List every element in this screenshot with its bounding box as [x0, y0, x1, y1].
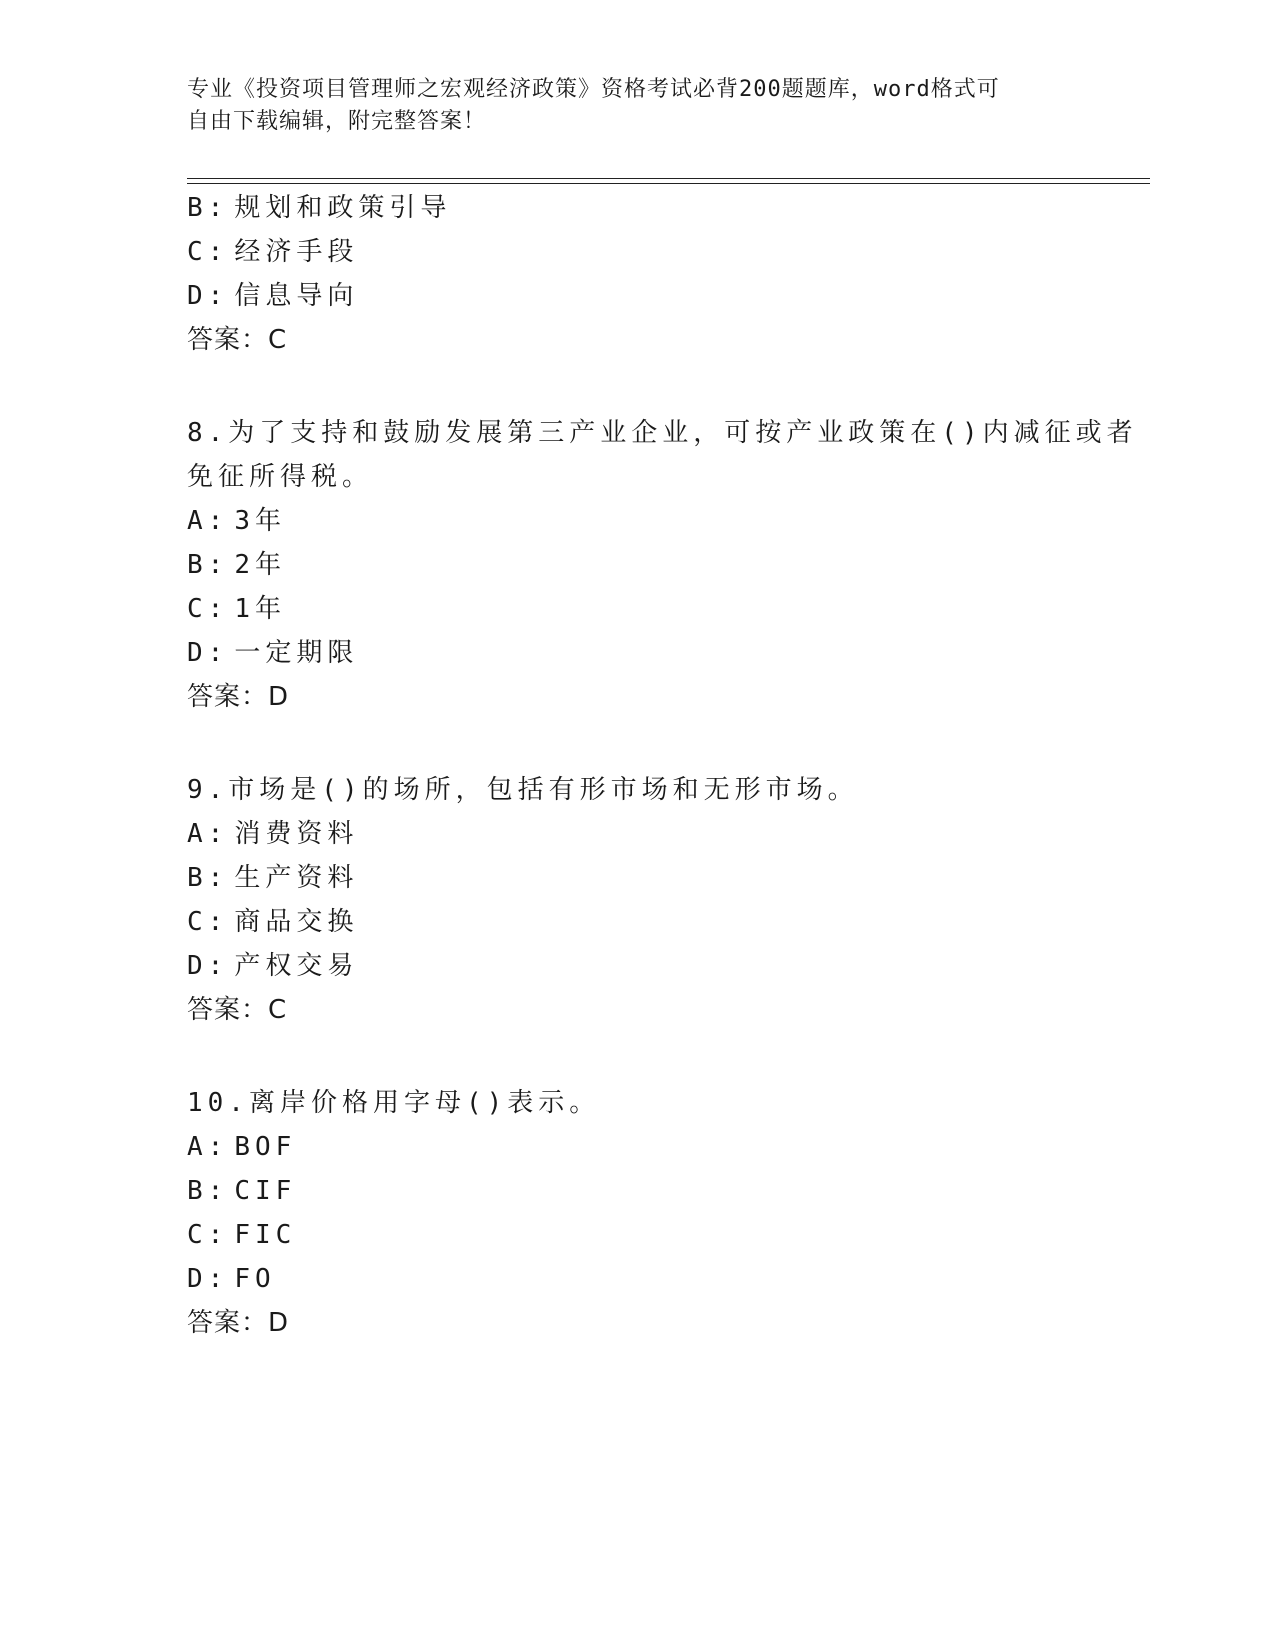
option-text: 产权交易: [234, 951, 359, 981]
header-divider-top: [187, 178, 1150, 179]
header-line-2: 自由下载编辑，附完整答案！: [187, 109, 487, 134]
option-text: CIF: [234, 1176, 297, 1206]
option-d: [187, 637, 358, 669]
option-label: D:: [187, 281, 229, 311]
document-header: [187, 74, 1067, 138]
option-text: 生产资料: [234, 863, 359, 893]
option-c: [187, 1219, 296, 1251]
option-d: [187, 280, 358, 312]
option-b: [187, 862, 358, 894]
option-b: [187, 1175, 296, 1207]
option-a: [187, 1131, 296, 1163]
option-text: 规划和政策引导: [234, 193, 452, 223]
option-text: 1年: [234, 594, 286, 624]
option-text: 信息导向: [234, 281, 359, 311]
option-text: 一定期限: [234, 638, 359, 668]
option-label: B:: [187, 193, 229, 223]
option-label: A:: [187, 1132, 229, 1162]
header-line-1: 专业《投资项目管理师之宏观经济政策》资格考试必背200题题库，word格式可: [187, 77, 1000, 102]
option-label: B:: [187, 863, 229, 893]
answer-line: 答案：C: [187, 325, 288, 355]
answer-line: 答案：D: [187, 682, 290, 712]
option-a: [187, 505, 286, 537]
option-a: [187, 818, 358, 850]
option-d: [187, 1263, 276, 1295]
option-c: [187, 593, 286, 625]
option-label: A:: [187, 819, 229, 849]
option-label: C:: [187, 1220, 229, 1250]
question-8-stem-line-2: 免征所得税。: [187, 462, 374, 492]
option-label: C:: [187, 907, 229, 937]
option-text: FIC: [234, 1220, 297, 1250]
option-b: [187, 192, 451, 224]
header-divider-bottom: [187, 183, 1150, 184]
option-label: C:: [187, 594, 229, 624]
question-9-stem: 9.市场是()的场所，包括有形市场和无形市场。: [187, 775, 859, 805]
option-d: [187, 950, 358, 982]
option-text: 消费资料: [234, 819, 359, 849]
option-text: FO: [234, 1264, 276, 1294]
question-10-stem: 10.离岸价格用字母()表示。: [187, 1088, 601, 1118]
option-label: D:: [187, 638, 229, 668]
option-c: [187, 236, 358, 268]
option-text: 2年: [234, 550, 286, 580]
question-8-stem-line-1: 8.为了支持和鼓励发展第三产业企业，可按产业政策在()内减征或者: [187, 418, 1138, 448]
option-label: A:: [187, 506, 229, 536]
option-c: [187, 906, 358, 938]
option-text: 商品交换: [234, 907, 359, 937]
option-text: 3年: [234, 506, 286, 536]
option-text: BOF: [234, 1132, 297, 1162]
option-label: B:: [187, 550, 229, 580]
answer-line: 答案：D: [187, 1308, 290, 1338]
option-text: 经济手段: [234, 237, 359, 267]
option-label: C:: [187, 237, 229, 267]
option-label: D:: [187, 951, 229, 981]
option-label: B:: [187, 1176, 229, 1206]
option-label: D:: [187, 1264, 229, 1294]
option-b: [187, 549, 286, 581]
answer-line: 答案：C: [187, 995, 288, 1025]
